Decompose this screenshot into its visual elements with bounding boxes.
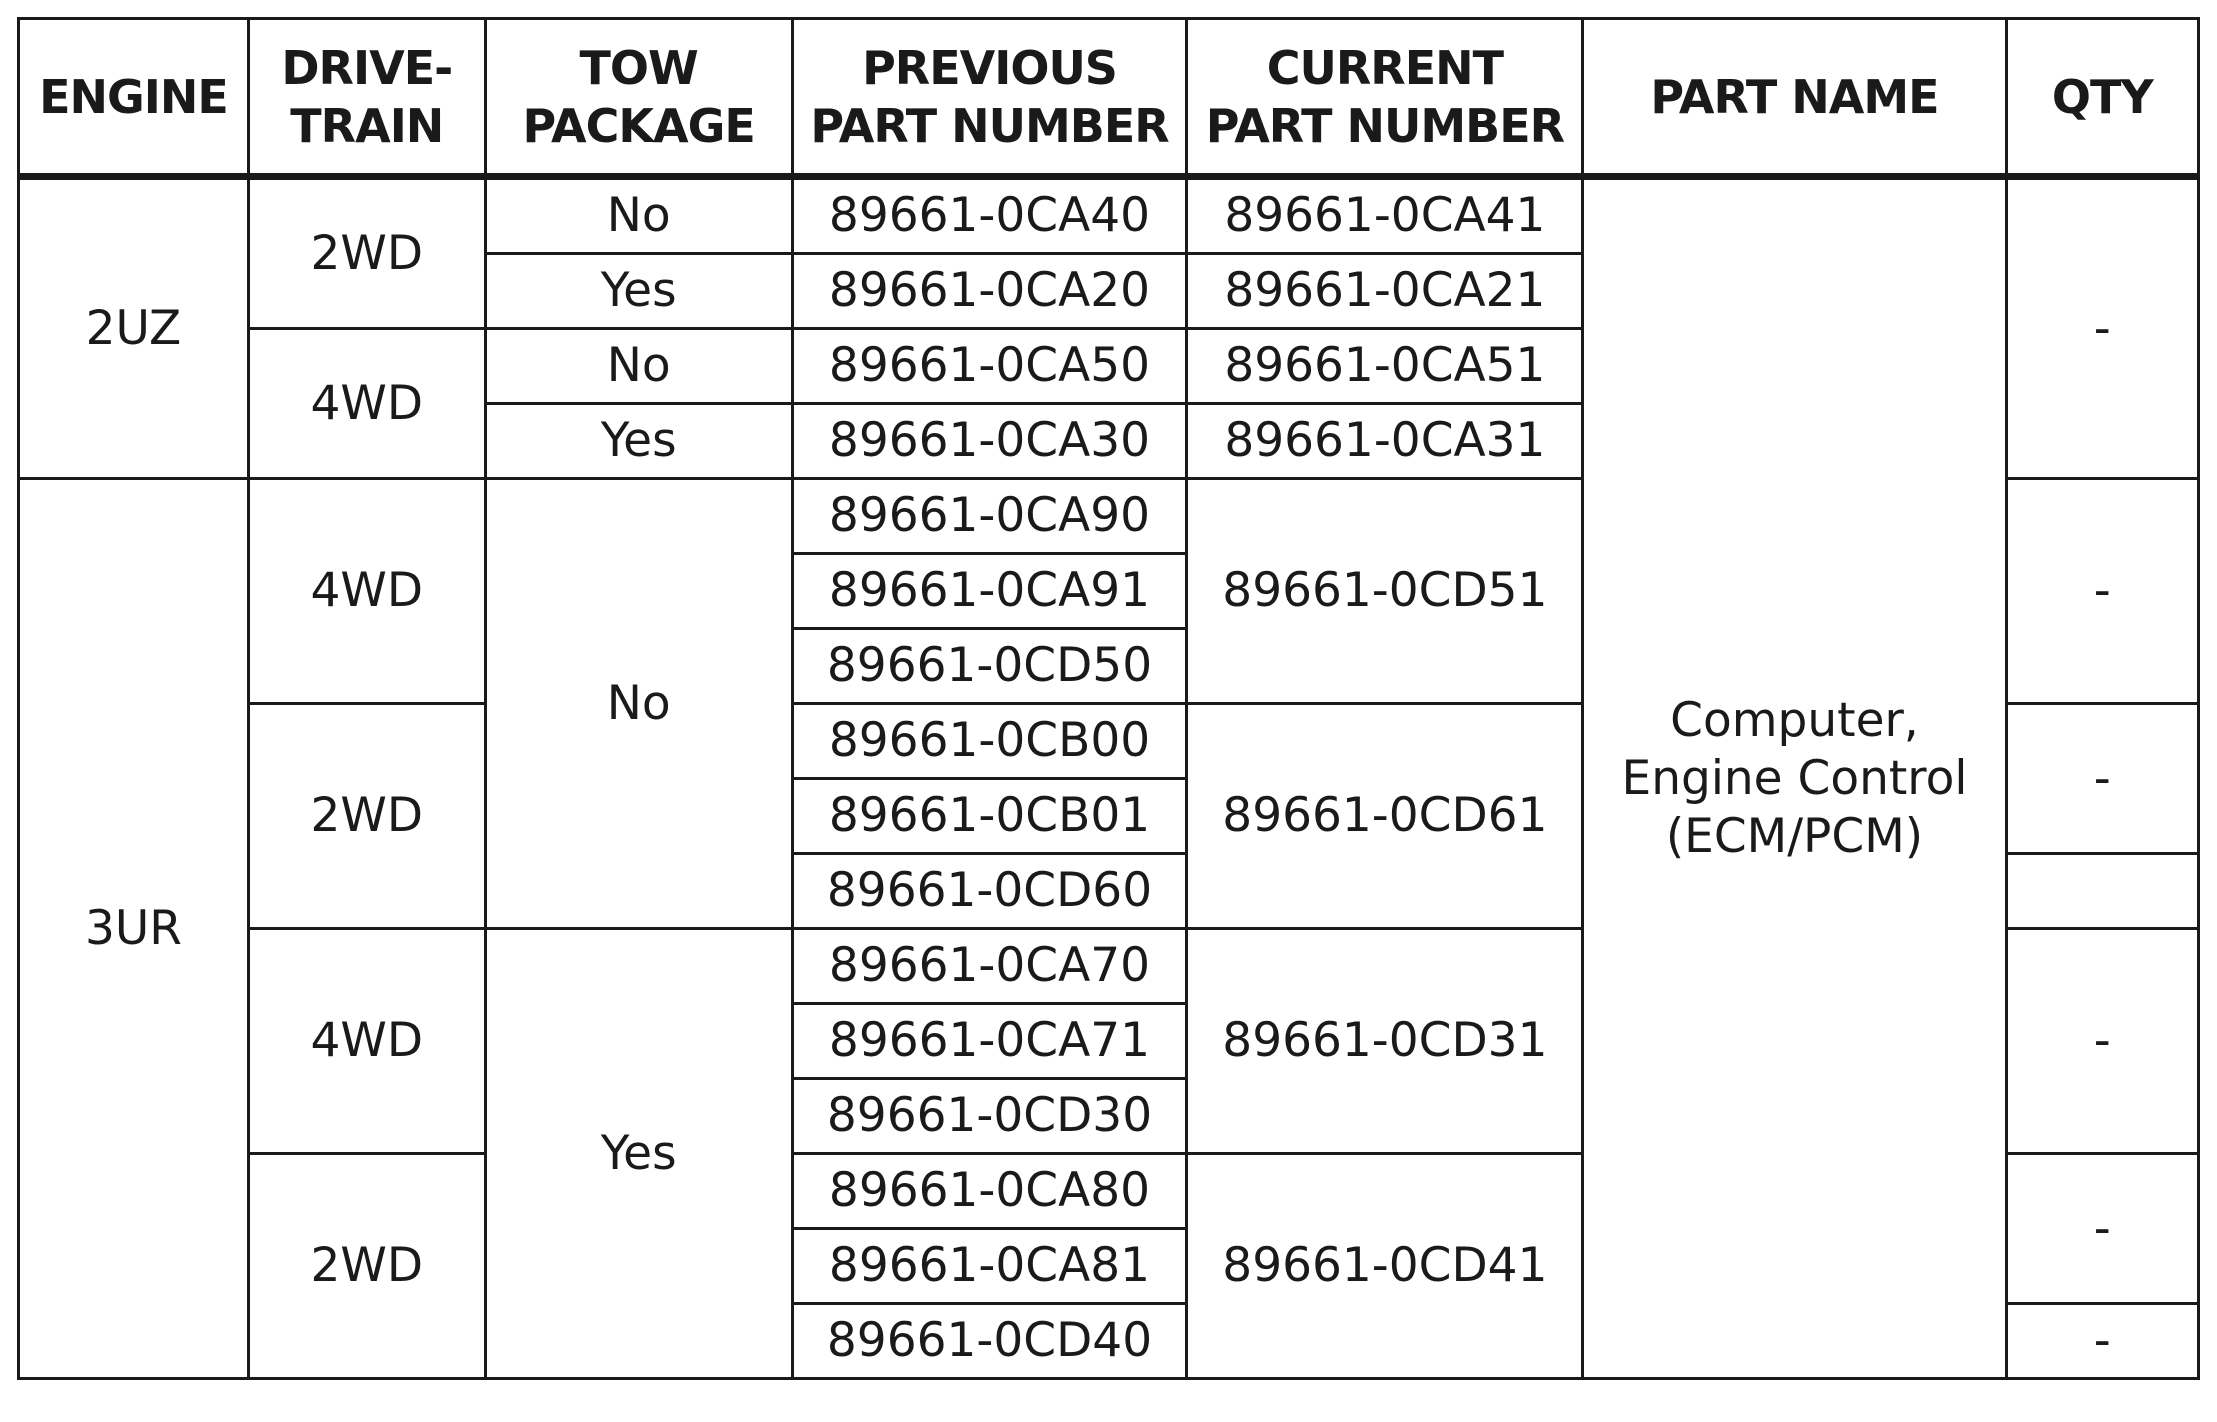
header-row <box>19 19 2199 177</box>
qty-cell: - <box>2006 929 2198 1154</box>
previous-part-cell: 89661-0CA80 <box>792 1154 1187 1229</box>
qty-cell: - <box>2006 1154 2198 1304</box>
tow-cell: Yes <box>485 404 792 479</box>
tow-cell: No <box>485 177 792 254</box>
tow-cell: No <box>485 329 792 404</box>
header-engine: ENGINE <box>19 19 249 177</box>
current-part-cell: 89661-0CD31 <box>1187 929 1583 1154</box>
tow-cell: Yes <box>485 254 792 329</box>
engine-cell: 2UZ <box>19 177 249 479</box>
qty-cell: - <box>2006 1304 2198 1379</box>
drivetrain-cell: 4WD <box>248 479 485 704</box>
current-part-cell: 89661-0CA51 <box>1187 329 1583 404</box>
tow-cell: Yes <box>485 929 792 1379</box>
drivetrain-cell: 4WD <box>248 929 485 1154</box>
current-part-cell: 89661-0CD51 <box>1187 479 1583 704</box>
previous-part-cell: 89661-0CA71 <box>792 1004 1187 1079</box>
drivetrain-cell: 4WD <box>248 329 485 479</box>
header-qty: QTY <box>2006 19 2198 177</box>
current-part-cell: 89661-0CD41 <box>1187 1154 1583 1379</box>
previous-part-cell: 89661-0CD60 <box>792 854 1187 929</box>
table-row <box>19 177 2199 254</box>
previous-part-cell: 89661-0CB00 <box>792 704 1187 779</box>
previous-part-cell: 89661-0CB01 <box>792 779 1187 854</box>
tow-cell: No <box>485 479 792 929</box>
previous-part-cell: 89661-0CA70 <box>792 929 1187 1004</box>
previous-part-cell: 89661-0CA91 <box>792 554 1187 629</box>
drivetrain-cell: 2WD <box>248 177 485 329</box>
drivetrain-cell: 2WD <box>248 704 485 929</box>
current-part-cell: 89661-0CA21 <box>1187 254 1583 329</box>
qty-cell: - <box>2006 177 2198 479</box>
previous-part-cell: 89661-0CA81 <box>792 1229 1187 1304</box>
header-drivetrain: DRIVE- TRAIN <box>248 19 485 177</box>
header-current-part-number: CURRENT PART NUMBER <box>1187 19 1583 177</box>
previous-part-cell: 89661-0CA30 <box>792 404 1187 479</box>
previous-part-cell: 89661-0CA20 <box>792 254 1187 329</box>
qty-cell: - <box>2006 479 2198 704</box>
parts-table <box>17 17 2200 1380</box>
previous-part-cell: 89661-0CD30 <box>792 1079 1187 1154</box>
part-name-cell: Computer, Engine Control (ECM/PCM) <box>1583 177 2006 1379</box>
header-previous-part-number: PREVIOUS PART NUMBER <box>792 19 1187 177</box>
current-part-cell: 89661-0CA31 <box>1187 404 1583 479</box>
previous-part-cell: 89661-0CD50 <box>792 629 1187 704</box>
previous-part-cell: 89661-0CA50 <box>792 329 1187 404</box>
qty-cell: - <box>2006 704 2198 854</box>
header-tow-package: TOW PACKAGE <box>485 19 792 177</box>
current-part-cell: 89661-0CA41 <box>1187 177 1583 254</box>
previous-part-cell: 89661-0CA40 <box>792 177 1187 254</box>
current-part-cell: 89661-0CD61 <box>1187 704 1583 929</box>
parts-table-container <box>17 17 2200 1407</box>
previous-part-cell: 89661-0CA90 <box>792 479 1187 554</box>
engine-cell: 3UR <box>19 479 249 1379</box>
drivetrain-cell: 2WD <box>248 1154 485 1379</box>
header-part-name: PART NAME <box>1583 19 2006 177</box>
previous-part-cell: 89661-0CD40 <box>792 1304 1187 1379</box>
qty-cell <box>2006 854 2198 929</box>
